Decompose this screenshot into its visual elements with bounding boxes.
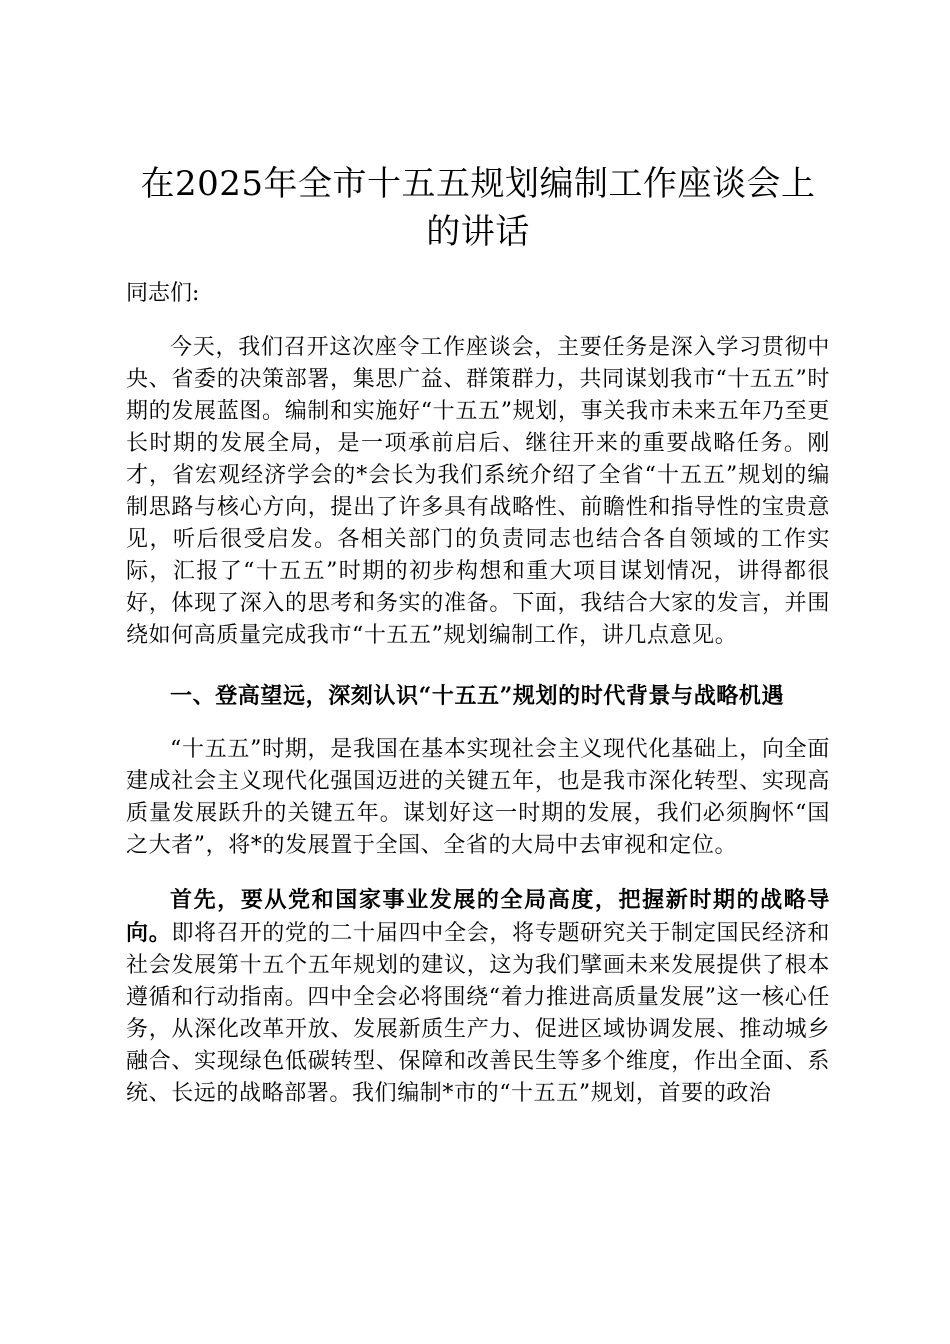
section-1-paragraph: “十五五”时期，是我国在基本实现社会主义现代化基础上，向全面建成社会主义现代化强国迈进的关键五年，也是我市深化转型、实现高质量发展跃升的关键五年。谋划好这一时期的发展，我们必须胸怀“国之大者”，将*的发展置于全国、全省的大局中去审视和定位。 (126, 737, 830, 858)
document-title (126, 160, 830, 256)
section-1-point-1-paragraph (126, 884, 830, 1110)
document-page (126, 160, 830, 1110)
salutation: 同志们: (126, 281, 200, 306)
title-line-1: 在2025年全市十五五规划编制工作座谈会上 (140, 164, 816, 204)
opening-paragraph: 今天，我们召开这次座令工作座谈会，主要任务是深入学习贯彻中央、省委的决策部署，集思广益、群策群力，共同谋划我市“十五五”时期的发展蓝图。编制和实施好“十五五”规划，事关我市未来五年乃至更长时期的发展全局，是一项承前启后、继往开来的重要战略任务。刚才，省宏观经济学会的*会长为我们系统介绍了全省“十五五”规划的编制思路与核心方向，提出了许多具有战略性、前瞻性和指导性的宝贵意见，听后很受启发。各相关部门的负责同志也结合各自领域的工作实际，汇报了“十五五”时期的初步构想和重大项目谋划情况，讲得都很好，体现了深入的思考和务实的准备。下面，我结合大家的发言，并围绕如何高质量完成我市“十五五”规划编制工作，讲几点意见。 (126, 335, 830, 648)
point-1-lead-sentence: 首先，要从党和国家事业发展的全局高度，把握新时期的战略导向。 (126, 887, 830, 946)
section-heading-1: 一、登高望远，深刻认识“十五五”规划的时代背景与战略机遇 (170, 683, 785, 709)
title-line-2: 的讲话 (426, 212, 530, 252)
point-1-body-text: 即将召开的党的二十届四中全会，将专题研究关于制定国民经济和社会发展第十五个五年规划的建议，这为我们擘画未来发展提供了根本遵循和行动指南。四中全会必将围绕“着力推进高质量发展”这一核心任务，从深化改革开放、发展新质生产力、促进区域协调发展、推动城乡融合、实现绿色低碳转型、保障和改善民生等多个维度，作出全面、系统、长远的战略部署。我们编制*市的“十五五”规划，首要的政治 (126, 921, 831, 1106)
